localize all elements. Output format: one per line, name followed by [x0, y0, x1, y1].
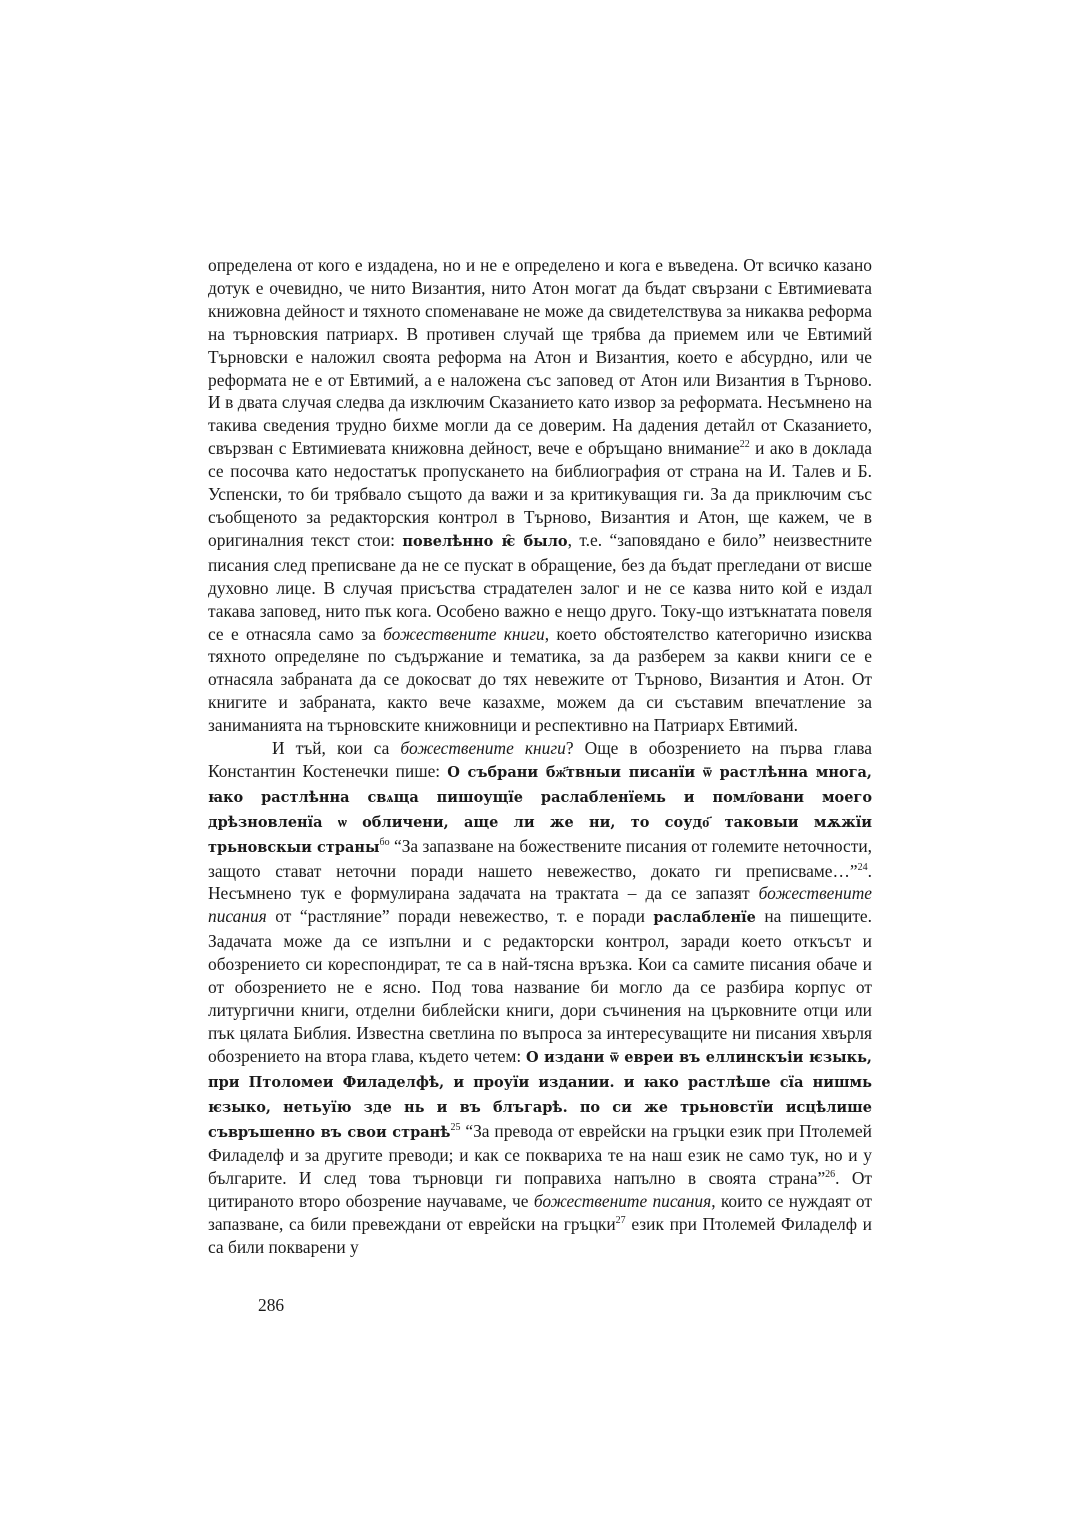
text-run: и ако в доклада се посочва като недостатък пропускането на библиография от страна на И. Талев и Б. Успенски, то би трябвало същото да важи и за критикуващия ги. За да приключим със съобщеното за редакторския контрол в Търново, Византия и Атон, ще кажем, че в оригиналния текст стои: [208, 438, 872, 550]
church-slavonic-word: раслабленїе [653, 909, 756, 927]
paragraph-1 [208, 254, 872, 737]
italic-term: божествените писания [208, 883, 872, 927]
church-slavonic-quote: повелѣнно ѥ̑ было [402, 532, 568, 550]
text-run: език при Птолемей Филаделф и са били покварени у [208, 1214, 872, 1258]
text-run: И тъй, кои са [272, 738, 401, 759]
text-run: ? Още в обозрението на първа глава Константин Костенечки пише: [208, 738, 872, 781]
church-slavonic-quote: О издани ѿ евреи въ еллинскъіи ѥзыкь, при Птоломеи Филаделфѣ, и проуїи издании. и ꙗко растлѣше сїа нишмь ѥзыко, нетьуїю зде нь и въ блъгарѣ. по си же трьновстїи исцѣлише съвръшенно въ свои странѣ [208, 1048, 872, 1141]
text-run: , т.е. “заповядано е било” неизвестните писания след преписване да не се пускат в обращение, без да бъдат прегледани от висше духовно лице. В случая присъства страдателен залог и не се казва нито кой е издал такава заповед, нито пък кога. Особено важно е нещо друго. Току-що изтъкнатата повеля се е отнасяла само за [208, 529, 872, 644]
text-run: определена от кого е издадена, но и не е определено и кога е въведена. От всичко казано дотук е очевидно, че нито Византия, нито Атон могат да бъдат свързани с Евтимиевата книжовна дейност и тяхното споменаване не може да свидетелствува за никаква реформа на търновския патриарх. В противен случай ще трябва да приемем или че Евтимий Търновски е наложил своята реформа на Атон и Византия, което е абсурдно, или че реформата не е от Евтимий, а е наложена със заповед от Атон или Византия в Търново. И в двата случая следва да изключим Сказанието като извор за реформата. Несъмнено на такива сведения трудно бихме могли да се доверим. На дадения детайл от Сказанието, свързван с Евтимиевата книжовна дейност, вече е обръщано внимание [208, 255, 872, 459]
text-run: . Несъмнено тук е формулирана задачата на трактата – да се запазят [208, 860, 872, 904]
footnote-ref-27: 27 [615, 1215, 626, 1227]
italic-term: божествените писания [533, 1191, 712, 1212]
text-run: , които се нуждаят от запазване, са били превеждани от еврейски на гръцки [208, 1191, 872, 1235]
text-run: . От цитираното второ обозрение научаваме, че [208, 1168, 872, 1212]
church-slavonic-quote: О събрани бж҃твныи писанїи ѿ растлѣнна многа, ꙗко растлѣнна свѧща пишоущїе раслабленїемь и помл҃овани моего дрѣзновленїа ѡ обличени, аще ли же ни, то соудо҃ таковыи мѫжїи трьновскыи страны [208, 763, 872, 856]
italic-term: божествените книги [383, 623, 545, 644]
italic-term: божествените книги [400, 738, 566, 759]
footnote-ref-23: бо [379, 836, 390, 848]
footnote-ref-26: 26 [825, 1169, 836, 1181]
text-run: от “растляние” поради невежество, т. е поради [266, 906, 654, 927]
body-text [208, 254, 872, 1259]
footnote-ref-25: 25 [450, 1121, 461, 1133]
paragraph-2 [208, 737, 872, 1259]
text-run: , което обстоятелство категорично изисква тяхното определяне по съдържание и тематика, за да разберем за какви книги се е отнасяла забраната да се докосват до тях невежите от Търново, Византия и Атон. От книгите и забраната, както вече казахме, можем да си съставим впечатление за заниманията на търновските книжовници и респективно на Патриарх Евтимий. [208, 623, 872, 736]
footnote-ref-24: 24 [857, 861, 868, 873]
footnote-ref-22: 22 [739, 439, 750, 451]
text-run: “За запазване на божествените писания от големите неточности, защото стават неточни поради нашето невежество, докато ги преписваме…” [208, 835, 872, 881]
text-run: на пишещите. Задачата може да се изпълни и с редакторски контрол, заради което откъсът и обозрението си кореспондират, те са в най-тясна връзка. Кои са самите писания обаче и от обозрението не е ясно. Под това название би могло да се разбира корпус от литургични книги, отделни библейски книги, дори съчинения на църковните отци или пък цялата Библия. Известна светлина по въпроса за интересуващите ни писания хвърля обозрението на втора глава, където четем: [208, 906, 872, 1066]
page-number: 286 [258, 1295, 285, 1315]
text-run: “За превода от еврейски на гръцки език при Птолемей Филаделф и за другите преводи; и как се покварихa те на наш език не само тук, но и у българите. И след това търновци ги поправиха напълно в своята страна” [208, 1120, 872, 1189]
